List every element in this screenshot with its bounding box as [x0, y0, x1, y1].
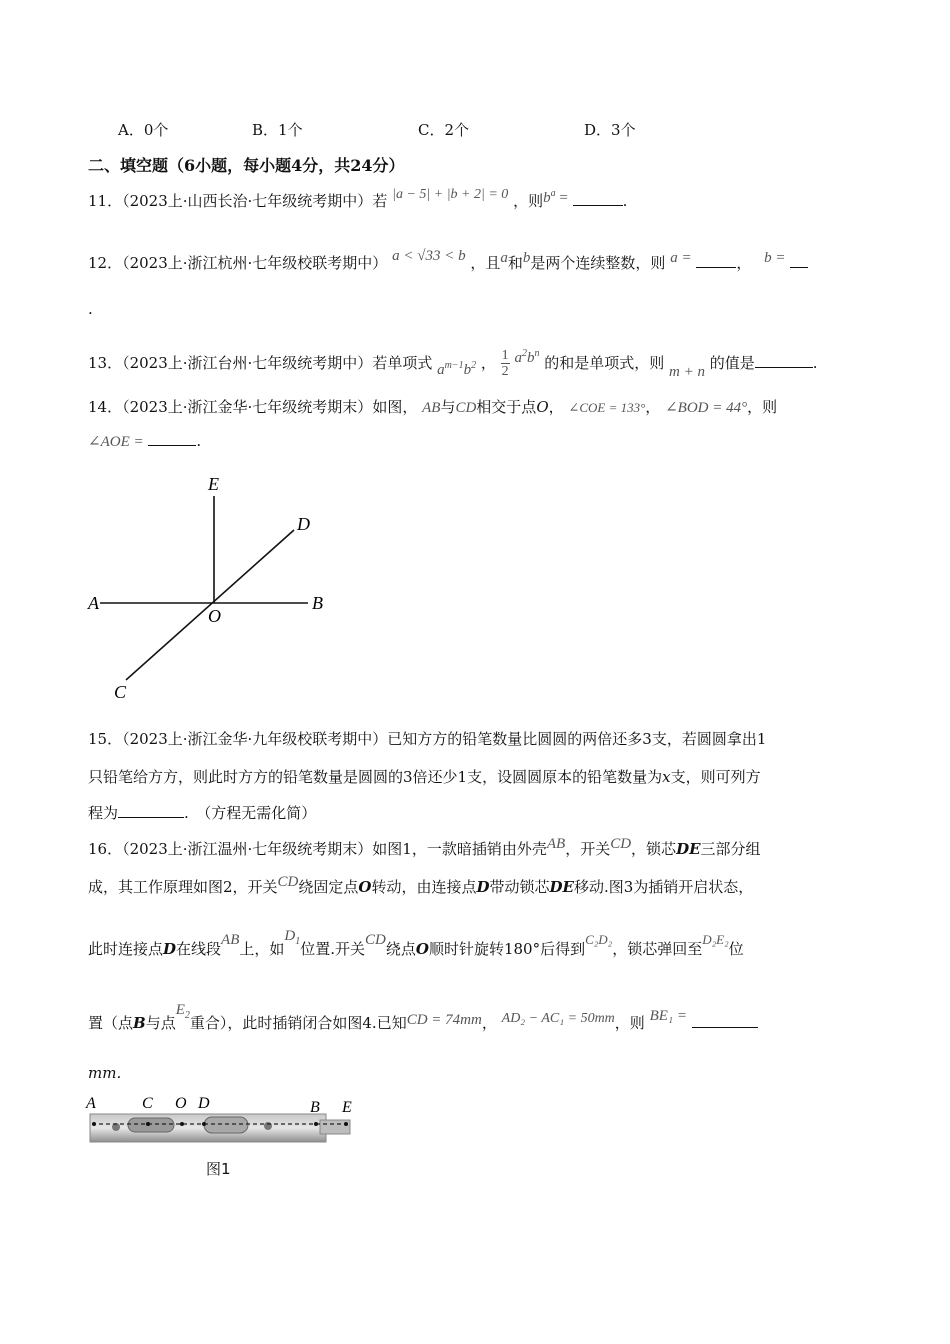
- switch-slot-left: [128, 1118, 174, 1132]
- question-13: 13．（2023上·浙江台州·七年级统考期中）若单项式 $a^{m-1}b^2$ ， $\frac{1}{2}$ $a^2b^n$ 的和是单项式，则 m + n 的值是 .: [88, 347, 818, 380]
- figure-1-bolt: [84, 1090, 364, 1150]
- q13-monomial-1: $a^{m-1}b^2$: [437, 359, 477, 378]
- figure-1-caption: 图1: [206, 1160, 231, 1178]
- question-15-line2: 只铅笔给方方，则此时方方的铅笔数量是圆圆的3倍还少1支，设圆圆原本的铅笔数量为x支，则可列方: [88, 768, 761, 786]
- fig1-label-e: E: [342, 1099, 352, 1116]
- question-16-line4: 置（点B与点$E_2$重合），此时插销闭合如图4.已知CD = 74mm， AD₂ − AC₁ = 50mm，则 BE₁ =: [88, 1012, 758, 1035]
- figure-14-diagram: [80, 470, 340, 710]
- label-a: A: [88, 593, 99, 613]
- option-c: C．2个: [418, 121, 470, 139]
- q15-answer-blank[interactable]: [118, 817, 184, 818]
- option-d: D．3个: [584, 121, 636, 139]
- q13-monomial-2: $a^2b^n$: [514, 347, 540, 366]
- line-cd: [126, 530, 294, 680]
- label-e: E: [208, 474, 219, 494]
- question-12: 12．（2023上·浙江杭州·七年级校联考期中） a < √33 < b ，且a和b是两个连续整数，则 a = ， b =: [88, 252, 808, 273]
- question-15-line3: 程为 . （方程无需化简）: [88, 804, 317, 822]
- q12-answer-b-blank[interactable]: [790, 267, 808, 268]
- q13-answer-blank[interactable]: [755, 367, 813, 368]
- question-14-line2: ∠AOE = .: [88, 432, 202, 450]
- label-o: O: [208, 606, 221, 626]
- question-14: 14．（2023上·浙江金华·七年级统考期末）如图， AB与CD相交于点O， ∠COE = 133°， ∠BOD = 44°，则: [88, 398, 778, 416]
- q11-answer-blank[interactable]: [573, 205, 623, 206]
- q11-math-power: $b^a$ =: [543, 188, 568, 206]
- label-c: C: [114, 682, 127, 702]
- fig1-label-b: B: [310, 1099, 320, 1116]
- option-a: A．0个: [118, 121, 169, 139]
- q11-math-abs: |a − 5| + |b + 2| = 0: [392, 187, 509, 202]
- q12-answer-a-blank[interactable]: [696, 267, 736, 268]
- q12-period: .: [88, 300, 93, 318]
- question-16-line3: 此时连接点D在线段AB上，如$D_1$位置.开关CD绕点O顺时针旋转180°后得到C₂D₂，锁芯弹回至D₂E₂位: [88, 928, 744, 958]
- q13-fraction: $\frac{1}{2}$: [501, 348, 509, 380]
- fig1-label-c: C: [142, 1095, 153, 1112]
- q12-math-ineq: a < √33 < b: [392, 248, 466, 264]
- question-11: 11．（2023上·山西长治·七年级统考期中）若 |a − 5| + |b + 2| = 0 ，则$b^a$ = .: [88, 187, 628, 210]
- q16-answer-blank[interactable]: [692, 1027, 758, 1028]
- fig1-label-o: O: [175, 1095, 187, 1112]
- question-16-line2: 成，其工作原理如图2，开关CD绕固定点O转动，由连接点D带动锁芯DE移动.图3为插销开启状态，: [88, 874, 754, 896]
- option-b: B．1个: [252, 121, 303, 139]
- fig1-label-d: D: [198, 1095, 210, 1112]
- q14-answer-blank[interactable]: [148, 445, 196, 446]
- question-16-line1: 16．（2023上·浙江温州·七年级统考期末）如图1，一款暗插销由外壳AB，开关CD，锁芯DE三部分组: [88, 836, 761, 858]
- fig1-label-a: A: [86, 1095, 96, 1112]
- screw-hole-right: [264, 1122, 272, 1130]
- switch-slot-right: [204, 1117, 248, 1133]
- question-16-unit: mm.: [88, 1064, 122, 1082]
- label-d: D: [297, 514, 310, 534]
- section-title: 二、填空题（6小题，每小题4分，共24分）: [88, 156, 405, 175]
- label-b: B: [312, 593, 323, 613]
- question-15-line1: 15．（2023上·浙江金华·九年级校联考期中）已知方方的铅笔数量比圆圆的两倍还多3支，若圆圆拿出1: [88, 730, 767, 748]
